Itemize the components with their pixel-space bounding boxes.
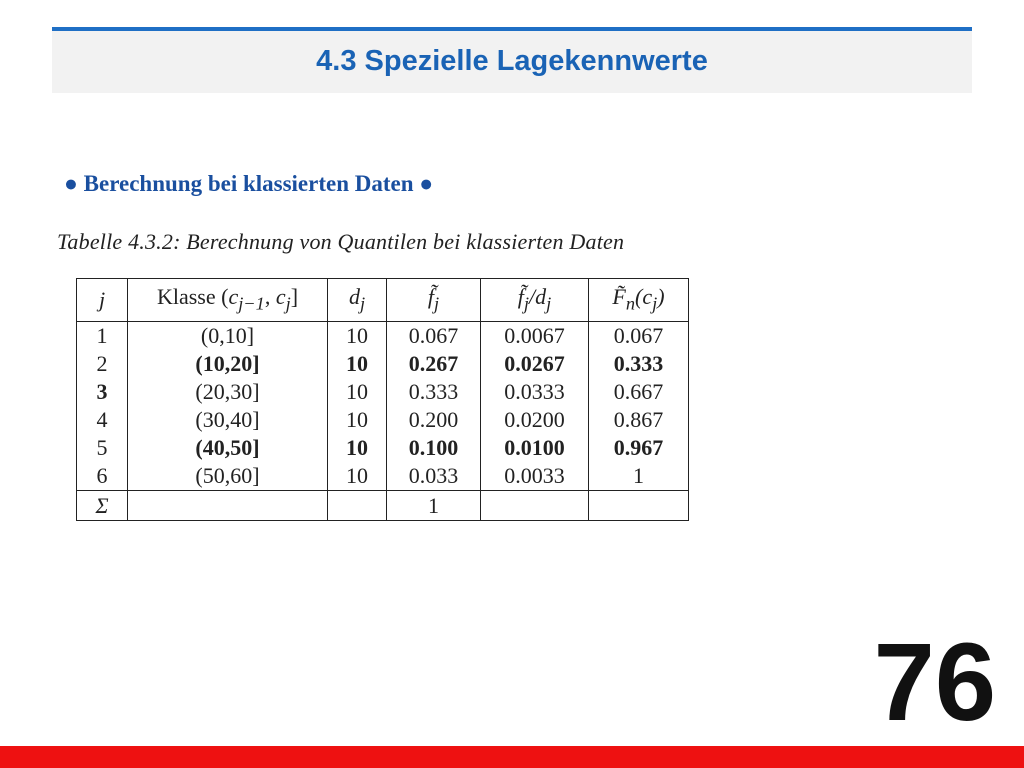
cell-fd: 0.0067 xyxy=(481,322,589,351)
cell-j: 6 xyxy=(77,462,128,491)
cell-klasse: (10,20] xyxy=(128,350,328,378)
cell-klasse: (50,60] xyxy=(128,462,328,491)
cell-F: 0.667 xyxy=(589,378,689,406)
header-klasse: Klasse ($c_{j-1}$, $c_j$] xyxy=(128,279,328,322)
header-F: $F̃_n(c_j)$ xyxy=(589,279,689,322)
header-f: $f̃_j$ xyxy=(387,279,481,322)
slide-header xyxy=(52,27,972,93)
cell-F: 1 xyxy=(589,462,689,491)
cell-j: 5 xyxy=(77,434,128,462)
cell-f: 0.100 xyxy=(387,434,481,462)
table-row xyxy=(77,322,689,351)
table-header-row xyxy=(77,279,689,322)
table-row xyxy=(77,462,689,491)
cell-j: 3 xyxy=(77,378,128,406)
cell-d: 10 xyxy=(328,378,387,406)
slide-title: 4.3 Spezielle Lagekennwerte xyxy=(316,45,708,77)
cell-j: 4 xyxy=(77,406,128,434)
cell-f: 0.067 xyxy=(387,322,481,351)
cell-empty xyxy=(481,491,589,521)
cell-klasse: (20,30] xyxy=(128,378,328,406)
cell-klasse: (30,40] xyxy=(128,406,328,434)
cell-fd: 0.0033 xyxy=(481,462,589,491)
cell-d: 10 xyxy=(328,434,387,462)
cell-empty xyxy=(328,491,387,521)
cell-d: 10 xyxy=(328,406,387,434)
cell-fd: 0.0100 xyxy=(481,434,589,462)
cell-sum-f: 1 xyxy=(387,491,481,521)
table-row xyxy=(77,378,689,406)
cell-fd: 0.0200 xyxy=(481,406,589,434)
cell-empty xyxy=(589,491,689,521)
section-subtitle: ● Berechnung bei klassierten Daten ● xyxy=(64,171,434,196)
header-d: $d_j$ xyxy=(328,279,387,322)
cell-klasse: (40,50] xyxy=(128,434,328,462)
cell-F: 0.867 xyxy=(589,406,689,434)
table-row xyxy=(77,434,689,462)
quantile-table xyxy=(76,278,689,521)
cell-f: 0.267 xyxy=(387,350,481,378)
cell-f: 0.033 xyxy=(387,462,481,491)
cell-d: 10 xyxy=(328,350,387,378)
cell-f: 0.200 xyxy=(387,406,481,434)
cell-j: 1 xyxy=(77,322,128,351)
cell-sum-label: Σ xyxy=(77,491,128,521)
cell-f: 0.333 xyxy=(387,378,481,406)
cell-empty xyxy=(128,491,328,521)
header-j: j xyxy=(77,279,128,322)
header-f-over-d: $f̃_j/d_j$ xyxy=(481,279,589,322)
cell-d: 10 xyxy=(328,462,387,491)
table-caption: Tabelle 4.3.2: Berechnung von Quantilen bei klassierten Daten xyxy=(57,229,625,254)
cell-F: 0.333 xyxy=(589,350,689,378)
cell-F: 0.967 xyxy=(589,434,689,462)
bottom-bar xyxy=(0,746,1024,768)
table-row xyxy=(77,350,689,378)
cell-klasse: (0,10] xyxy=(128,322,328,351)
cell-fd: 0.0333 xyxy=(481,378,589,406)
cell-fd: 0.0267 xyxy=(481,350,589,378)
cell-j: 2 xyxy=(77,350,128,378)
cell-F: 0.067 xyxy=(589,322,689,351)
table-row xyxy=(77,406,689,434)
page-number: 76 xyxy=(873,621,996,744)
cell-d: 10 xyxy=(328,322,387,351)
table-sum-row xyxy=(77,491,689,521)
